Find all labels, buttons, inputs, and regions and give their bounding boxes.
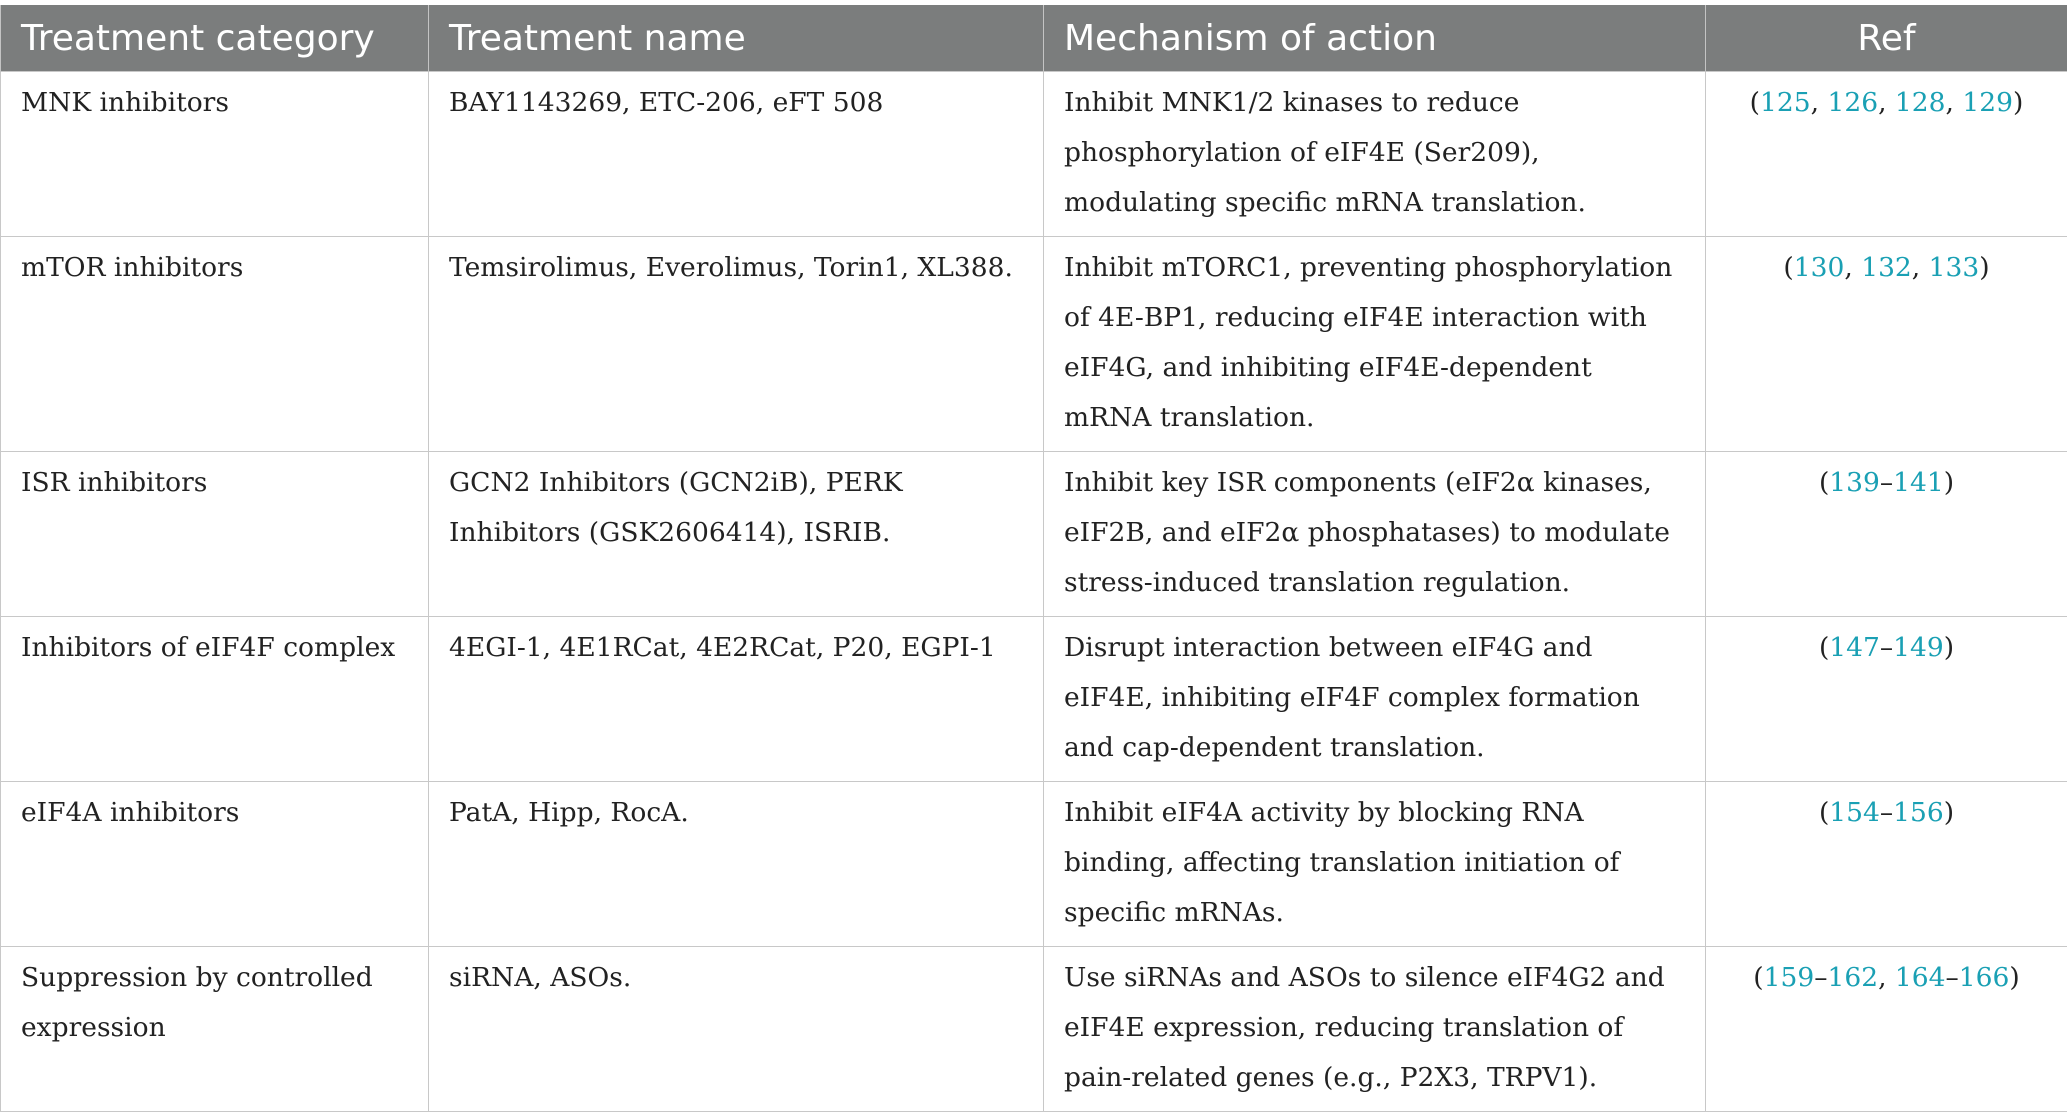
cell-treatment-name: GCN2 Inhibitors (GCN2iB), PERK Inhibitors (GSK2606414), ISRIB.	[429, 452, 1044, 617]
citation-link[interactable]: 156	[1893, 797, 1944, 828]
cell-mechanism: Inhibit mTORC1, preventing phosphorylation of 4E-BP1, reducing eIF4E interaction with eIF4G, and inhibiting eIF4E-dependent mRNA translation.	[1044, 237, 1706, 452]
ref-paren-open: (	[1750, 87, 1760, 118]
ref-paren-close: )	[2009, 962, 2019, 993]
citation-separator: ,	[1878, 87, 1895, 118]
citation-link[interactable]: 132	[1861, 252, 1912, 283]
ref-paren-open: (	[1819, 797, 1829, 828]
cell-treatment-name: siRNA, ASOs.	[429, 947, 1044, 1112]
treatment-table	[0, 5, 2067, 1112]
citation-separator: ,	[1811, 87, 1828, 118]
header-mechanism-of-action: Mechanism of action	[1044, 5, 1706, 72]
table-row	[1, 452, 2067, 617]
header-treatment-name: Treatment name	[429, 5, 1044, 72]
cell-mechanism: Disrupt interaction between eIF4G and eIF4E, inhibiting eIF4F complex formation and cap-dependent translation.	[1044, 617, 1706, 782]
ref-paren-close: )	[1944, 632, 1954, 663]
cell-treatment-name: Temsirolimus, Everolimus, Torin1, XL388.	[429, 237, 1044, 452]
table-row	[1, 72, 2067, 237]
cell-ref	[1706, 72, 2067, 237]
citation-link[interactable]: 159	[1764, 962, 1815, 993]
citation-separator: ,	[1844, 252, 1861, 283]
cell-ref	[1706, 782, 2067, 947]
citation-separator: ,	[1912, 252, 1929, 283]
citation-link[interactable]: 130	[1794, 252, 1845, 283]
table-body	[1, 72, 2067, 1112]
citation-link[interactable]: 133	[1929, 252, 1980, 283]
cell-mechanism: Inhibit eIF4A activity by blocking RNA binding, affecting translation initiation of specific mRNAs.	[1044, 782, 1706, 947]
citation-separator: –	[1814, 962, 1827, 993]
citation-link[interactable]: 147	[1829, 632, 1880, 663]
citation-link[interactable]: 125	[1760, 87, 1811, 118]
ref-paren-close: )	[2013, 87, 2023, 118]
cell-ref	[1706, 452, 2067, 617]
citation-link[interactable]: 149	[1893, 632, 1944, 663]
citation-link[interactable]: 139	[1829, 467, 1880, 498]
cell-category: eIF4A inhibitors	[1, 782, 429, 947]
cell-mechanism: Inhibit key ISR components (eIF2α kinases, eIF2B, and eIF2α phosphatases) to modulate stress-induced translation regulation.	[1044, 452, 1706, 617]
citation-link[interactable]: 164	[1895, 962, 1946, 993]
citation-link[interactable]: 126	[1827, 87, 1878, 118]
cell-ref	[1706, 237, 2067, 452]
ref-paren-open: (	[1819, 467, 1829, 498]
citation-link[interactable]: 154	[1829, 797, 1880, 828]
table-row	[1, 237, 2067, 452]
cell-mechanism: Inhibit MNK1/2 kinases to reduce phosphorylation of eIF4E (Ser209), modulating specific mRNA translation.	[1044, 72, 1706, 237]
cell-category: MNK inhibitors	[1, 72, 429, 237]
cell-mechanism: Use siRNAs and ASOs to silence eIF4G2 and eIF4E expression, reducing translation of pain-related genes (e.g., P2X3, TRPV1).	[1044, 947, 1706, 1112]
citation-link[interactable]: 166	[1959, 962, 2010, 993]
cell-ref	[1706, 947, 2067, 1112]
cell-treatment-name: PatA, Hipp, RocA.	[429, 782, 1044, 947]
citation-separator: –	[1946, 962, 1959, 993]
ref-paren-close: )	[1979, 252, 1989, 283]
citation-link[interactable]: 141	[1893, 467, 1944, 498]
citation-link[interactable]: 129	[1962, 87, 2013, 118]
cell-category: Inhibitors of eIF4F complex	[1, 617, 429, 782]
ref-paren-open: (	[1783, 252, 1793, 283]
ref-paren-close: )	[1944, 797, 1954, 828]
table-row	[1, 782, 2067, 947]
header-treatment-category: Treatment category	[1, 5, 429, 72]
ref-paren-close: )	[1944, 467, 1954, 498]
ref-paren-open: (	[1819, 632, 1829, 663]
cell-category: ISR inhibitors	[1, 452, 429, 617]
ref-paren-open: (	[1753, 962, 1763, 993]
cell-category: Suppression by controlled expression	[1, 947, 429, 1112]
cell-treatment-name: BAY1143269, ETC-206, eFT 508	[429, 72, 1044, 237]
citation-separator: –	[1880, 467, 1893, 498]
header-ref: Ref	[1706, 5, 2067, 72]
citation-link[interactable]: 162	[1827, 962, 1878, 993]
citation-separator: ,	[1878, 962, 1895, 993]
cell-treatment-name: 4EGI-1, 4E1RCat, 4E2RCat, P20, EGPI-1	[429, 617, 1044, 782]
cell-ref	[1706, 617, 2067, 782]
citation-separator: ,	[1946, 87, 1963, 118]
table-header-row	[1, 5, 2067, 72]
cell-category: mTOR inhibitors	[1, 237, 429, 452]
citation-link[interactable]: 128	[1895, 87, 1946, 118]
citation-separator: –	[1880, 632, 1893, 663]
table-row	[1, 617, 2067, 782]
citation-separator: –	[1880, 797, 1893, 828]
table-row	[1, 947, 2067, 1112]
